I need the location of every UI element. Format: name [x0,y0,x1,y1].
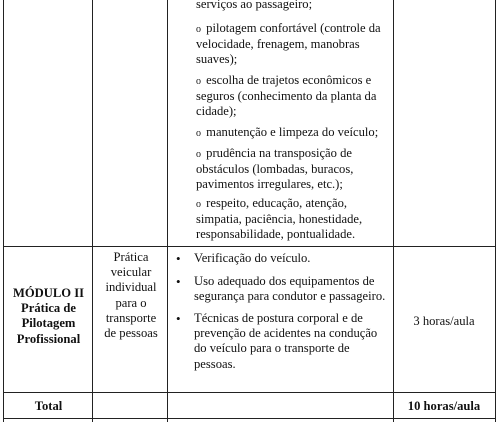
list-item-text: suaves); [196,52,238,67]
list-item-text: simpatia, paciência, honestidade, [196,212,363,227]
module-title-line: Prática de [21,301,76,316]
list-item-text: respeito, educação, atenção, [206,196,348,210]
bullet-icon: o [196,149,201,160]
list-item-text: Uso adequado dos equipamentos de [194,274,375,288]
list-item-text: responsabilidade, pontualidade. [196,227,356,242]
list-item-text: prevenção de acidentes na condução [194,326,378,341]
practice-line: Prática [113,250,149,264]
module-title [6,286,91,347]
module-title-line: Pilotagem [21,316,76,331]
list-item-text: pavimentos irregulares, etc.); [196,177,343,192]
column-divider [92,0,93,422]
practice-line: individual [105,280,157,295]
row-divider [3,246,496,247]
module-hours: 3 horas/aula [413,314,475,328]
list-item-text: segurança para condutor e passageiro. [194,289,386,304]
table-border-right [495,0,496,422]
list-item-text: pilotagem confortável (controle da [206,21,381,35]
list-item [196,73,390,120]
list-item-text: pessoas. [194,356,236,371]
list-item [196,146,390,193]
list-item-text: serviços ao passageiro; [196,0,313,11]
bullet-icon: o [196,24,201,35]
bullet-icon: • [176,311,181,326]
bullet-icon: o [196,128,201,139]
list-item-text: do veículo para o transporte de [194,341,350,356]
bullet-icon: • [176,274,181,289]
bullet-icon: o [196,76,201,87]
list-item [196,0,390,12]
practice-description [95,250,167,341]
list-item-text: escolha de trajetos econômicos e [206,73,372,87]
list-item-text: velocidade, frenagem, manobras [196,37,360,52]
row-divider [3,392,496,393]
list-item-text: prudência na transposição de [206,146,352,160]
module-title-line: Profissional [16,331,81,346]
list-item-text: seguros (conhecimento da planta da [196,89,377,104]
table-border-left [3,0,4,422]
table-border-bottom [3,418,496,419]
list-item-text: Técnicas de postura corporal e de [194,311,363,325]
list-item-text: obstáculos (lombadas, buracos, [196,162,354,177]
practice-line: transporte [105,310,157,325]
total-label: Total [34,399,63,413]
column-divider [393,0,394,422]
list-item [196,196,390,243]
practice-line: para o [115,295,147,310]
column-divider [167,0,168,422]
list-item-text: cidade); [196,104,237,119]
list-item-text: manutenção e limpeza do veículo; [206,125,379,139]
list-item [196,21,390,68]
module-title-line: MÓDULO II [12,286,85,300]
bullet-icon: • [176,251,181,266]
bullet-icon: o [196,199,201,210]
list-item [196,125,390,141]
list-item-text: Verificação do veículo. [194,251,311,265]
total-hours: 10 horas/aula [407,399,481,413]
practice-line: de pessoas [104,326,158,341]
practice-line: veicular [110,265,152,280]
